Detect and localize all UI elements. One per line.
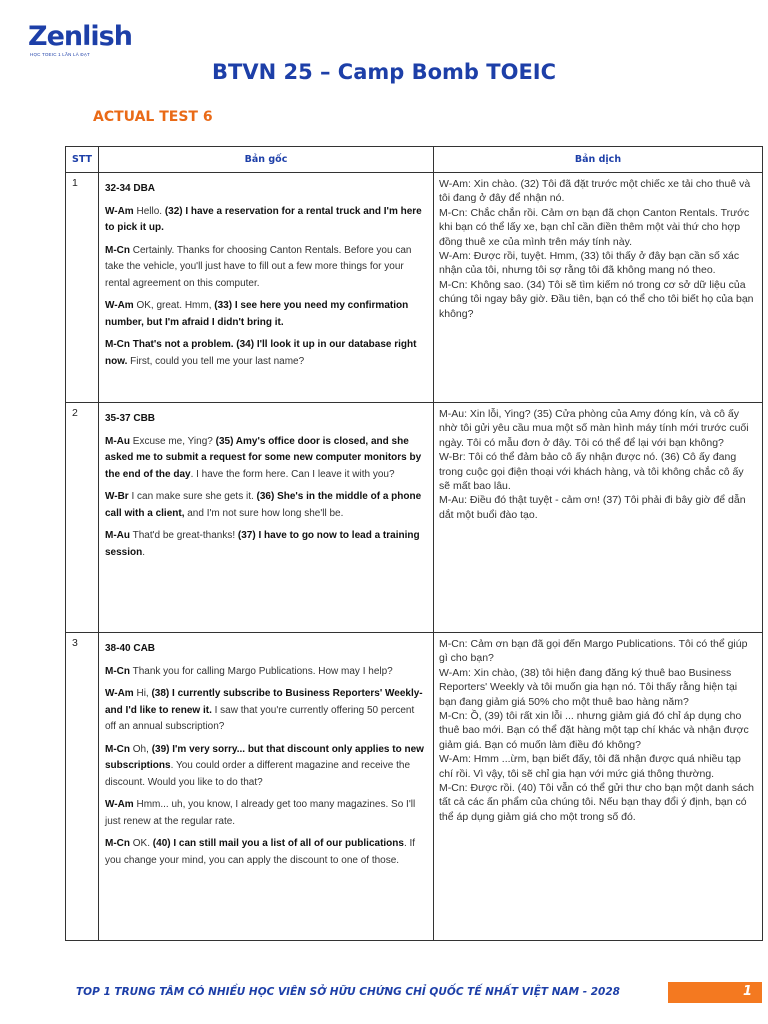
table-header-row [66, 147, 763, 173]
dialogue-line [105, 528, 427, 561]
footer-slogan: TOP 1 TRUNG TÂM CÓ NHIỀU HỌC VIÊN SỞ HỮU CHỨNG CHỈ QUỐC TẾ NHẤT VIỆT NAM - 2028 [76, 986, 620, 998]
page-number: 1 [742, 984, 752, 999]
dialogue-text: Hi, [133, 688, 152, 699]
dialogue-line [105, 243, 427, 293]
header-translation: Bản dịch [434, 147, 763, 173]
dialogue-line [105, 434, 427, 484]
translation-cell [434, 173, 763, 403]
header-source: Bản gốc [99, 147, 434, 173]
zenlish-logo [28, 22, 138, 57]
dialogue-text: Certainly. Thanks for choosing Canton Rentals. Before you can take the vehicle, you'll just have to fill out a few more things for your rental agreement on this computer. [105, 244, 412, 289]
logo-tagline: HỌC TOEIC 1 LẦN LÀ ĐẠT [30, 52, 90, 57]
section-subtitle: ACTUAL TEST 6 [93, 109, 213, 125]
dialogue-bold-text: (37) I have to go now to lead a training session [105, 530, 420, 558]
dialogue-bold-text: (35) Amy's office door is closed, and she asked me to submit a request for some new computer monitors by the end of the day [105, 435, 422, 480]
dialogue-line [105, 797, 427, 830]
source-cell [99, 403, 434, 633]
table-row [66, 633, 763, 941]
translation-cell [434, 633, 763, 941]
dialogue-text: . If you change your mind, you can apply the discount to one of those. [105, 838, 416, 866]
dialogue-text: Hmm... uh, you know, I already get too many magazines. So I'll just renew at the regular rate. [105, 799, 416, 827]
dialogue-text: and I'm not sure how long she'll be. [184, 507, 344, 519]
dialogue-bold-text: W-Am [105, 205, 134, 217]
dialogue-bold-text: W-Br [105, 491, 129, 502]
dialogue-bold-text: W-Am [105, 688, 134, 699]
dialogue-bold-text: W-Am [105, 799, 134, 810]
dialogue-bold-text: M-Cn [105, 743, 130, 755]
dialogue-line [105, 742, 427, 792]
question-code: 35-37 CBB [105, 413, 156, 424]
dialogue-text: OK, great. Hmm, [133, 300, 215, 311]
question-code: 32-34 DBA [105, 183, 156, 194]
dialogue-bold-text: M-Au [105, 435, 130, 447]
dialogue-text: I saw that you're currently offering 50 percent off an annual subscription? [105, 704, 415, 732]
translation-text: W-Am: Xin chào. (32) Tôi đã đặt trước một chiếc xe tải cho thuê và tôi đang ở đây để nhận nó. M-Cn: Chắc chắn rồi. Cảm ơn bạn đã chọn Canton Rentals. Trước khi bạn có thể lấy xe, bạn chỉ cần điền thêm một vài thứ cho hợp đồng thuê xe của mình trên máy tính này. W-Am: Được rồi, tuyệt. Hmm, (33) tôi thấy ở đây bạn cần số xác nhận của tôi, nhưng tôi sợ rằng tôi đã không mang nó theo. M-Cn: Không sao. (34) Tôi sẽ tìm kiếm nó trong cơ sở dữ liệu của chúng tôi ngay bây giờ. Đầu tiên, bạn có thể cho tôi biết họ của bạn không? [439, 178, 754, 320]
dialogue-bold-text: (40) I can still mail you a list of all of our publications [152, 838, 404, 849]
dialogue-bold-text: M-Cn [105, 838, 130, 849]
translation-text: M-Au: Xin lỗi, Ying? (35) Cửa phòng của Amy đóng kín, và cô ấy nhờ tôi gửi yêu cầu mua một số màn hình máy tính mới trước cuối ngày. Tôi có mẫu đơn ở đây. Tôi có thể để lại với bạn không? W-Br: Tôi có thể đảm bảo cô ấy nhận được nó. (36) Cô ấy đang trong cuộc gọi điện thoại với khách hàng, và tôi không chắc cô ấy sẽ mất bao lâu. M-Au: Điều đó thật tuyệt - cảm ơn! (37) Tôi phải đi bây giờ để dẫn dắt một buổi đào tạo. [439, 408, 749, 521]
dialogue-bold-text: (32) I have a reservation for a rental truck and I'm here to pick it up. [105, 205, 422, 233]
dialogue-line [105, 298, 427, 331]
logo-wordmark: Zenlish [28, 21, 132, 52]
dialogue-text: Excuse me, Ying? [130, 435, 216, 447]
dialogue-text: . I have the form here. Can I leave it with you? [190, 468, 395, 480]
dialogue-line [105, 836, 427, 869]
translation-text: M-Cn: Cảm ơn bạn đã gọi đến Margo Publications. Tôi có thể giúp gì cho bạn? W-Am: Xin chào, (38) tôi hiện đang đăng ký thuê bao Business Reporters' Weekly và tôi muốn gia hạn nó. Tôi thấy rằng hiện tại bạn đang giảm giá 50% cho một thuê bao hàng năm? M-Cn: Ồ, (39) tôi rất xin lỗi ... nhưng giảm giá đó chỉ áp dụng cho thuê bao mới. Bạn có thể đặt hàng một tạp chí khác và nhận được giảm giá. Bạn có muốn làm điều đó không? W-Am: Hmm ...ừm, bạn biết đấy, tôi đã nhận được quá nhiều tạp chí rồi. Vì vậy, tôi sẽ chỉ gia hạn với mức giá thông thường. M-Cn: Được rồi. (40) Tôi vẫn có thể gửi thư cho bạn một danh sách tất cả các ấn phẩm của chúng tôi. Nếu bạn thay đổi ý định, bạn có thể áp dụng giảm giá cho một trong số đó. [439, 638, 754, 823]
dialogue-text: I can make sure she gets it. [128, 491, 257, 502]
dialogue-line [105, 686, 427, 736]
dialogue-bold-text: M-Cn That's not a problem. (34) I'll look it up in our database right now. [105, 339, 417, 367]
dialogue-text: Thank you for calling Margo Publications. How may I help? [130, 665, 393, 677]
dialogue-bold-text: (36) She's in the middle of a phone call with a client, [105, 491, 422, 519]
row-number: 3 [66, 633, 99, 941]
dialogue-text: OK. [130, 838, 153, 849]
dialogue-bold-text: (39) I'm very sorry... but that discount only applies to new subscriptions [105, 743, 424, 771]
source-cell [99, 633, 434, 941]
dialogue-text: . [142, 546, 146, 558]
dialogue-bold-text: W-Am [105, 300, 134, 311]
dialogue-text: . You could order a different magazine and receive the discount. Would you like to do that? [105, 760, 411, 788]
page-title: BTVN 25 – Camp Bomb TOEIC [211, 60, 557, 84]
table-row [66, 403, 763, 633]
dialogue-line [105, 337, 427, 370]
dialogue-bold-text: (33) I see here you need my confirmation number, but I'm afraid I didn't bring it. [105, 300, 409, 328]
dialogue-bold-text: M-Au [105, 530, 130, 541]
source-dialogue [105, 204, 427, 371]
page-number-box [668, 982, 762, 1003]
dialogue-text: Hello. [133, 205, 165, 217]
dialogue-text: Oh, [130, 743, 152, 755]
transcript-table [65, 146, 763, 941]
source-cell [99, 173, 434, 403]
dialogue-text: First, could you tell me your last name? [127, 355, 305, 367]
dialogue-line [105, 204, 427, 237]
dialogue-line [105, 664, 427, 681]
header-stt: STT [66, 147, 99, 173]
dialogue-bold-text: M-Cn [105, 665, 130, 677]
translation-cell [434, 403, 763, 633]
row-number: 2 [66, 403, 99, 633]
source-dialogue [105, 664, 427, 870]
row-number: 1 [66, 173, 99, 403]
dialogue-text: That'd be great-thanks! [130, 530, 238, 541]
dialogue-bold-text: (38) I currently subscribe to Business Reporters' Weekly-and I'd like to renew it. [105, 688, 423, 716]
dialogue-bold-text: M-Cn [105, 244, 130, 256]
question-code: 38-40 CAB [105, 643, 156, 654]
source-dialogue [105, 434, 427, 562]
table-row [66, 173, 763, 403]
dialogue-line [105, 489, 427, 522]
